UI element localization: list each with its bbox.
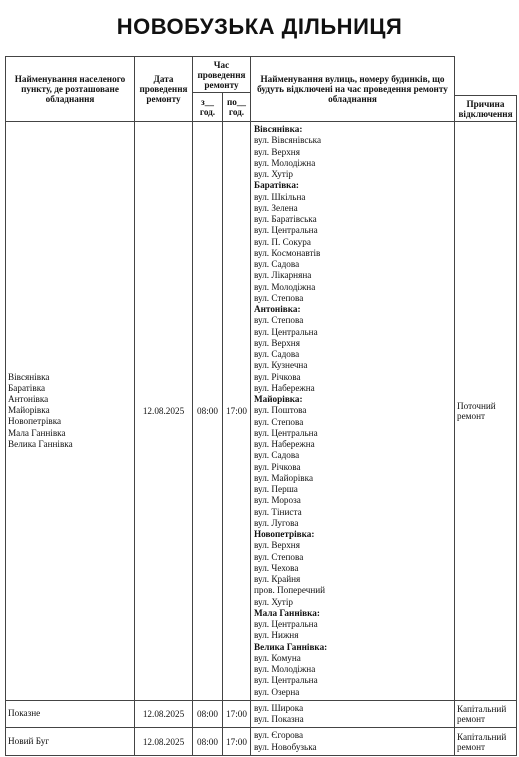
street-item: вул. Єгорова: [254, 730, 304, 741]
streets-cell: [251, 122, 455, 701]
street-item: вул. Верхня: [254, 337, 300, 348]
street-item: вул. Степова: [254, 551, 304, 562]
street-item: вул. Тіниста: [254, 506, 302, 517]
settlement-name: Мала Ганнівка: [8, 427, 66, 438]
street-item: вул. Нижня: [254, 630, 299, 641]
street-item: вул. Чехова: [254, 562, 299, 573]
street-item: вул. Показна: [254, 714, 304, 724]
settlement-name: Новопетрівка: [8, 416, 62, 427]
time-to-cell: 17:00: [223, 728, 251, 756]
outage-table: [5, 56, 517, 756]
header-reason: Причина відключення: [455, 96, 517, 122]
header-date: Дата проведення ремонту: [135, 57, 193, 122]
street-item: вул. Верхня: [254, 540, 300, 551]
street-item: вул. Лікарняна: [254, 270, 312, 281]
settlement-name: Антонівка: [8, 394, 49, 405]
street-item: вул. Хутір: [254, 596, 293, 607]
reason-cell: Поточний ремонт: [455, 122, 517, 701]
date-cell: 12.08.2025: [135, 122, 193, 701]
table-row: [6, 728, 517, 756]
street-item: вул. Садова: [254, 349, 300, 359]
street-item: вул. Широка: [254, 702, 304, 713]
header-blank: [455, 57, 517, 93]
street-item: вул. П. Сокура: [254, 236, 311, 247]
time-to-cell: 17:00: [223, 700, 251, 728]
settlement-name: Вівсянівка: [8, 371, 50, 382]
street-item: вул. Степова: [254, 292, 304, 303]
street-item: вул. Річкова: [254, 461, 301, 472]
page-title: НОВОБУЗЬКА ДІЛЬНИЦЯ: [116, 14, 403, 39]
street-item: вул. Молодіжна: [254, 664, 316, 674]
time-from-cell: 08:00: [193, 122, 223, 701]
header-streets: Найменування вулиць, номеру будинків, що будуть відключені на час проведення ремонту обладнання: [251, 57, 455, 122]
settlement-name: Майорівка: [8, 405, 50, 416]
village-heading: Майорівка:: [254, 394, 303, 404]
header-settlement: Найменування населеного пункту, де розташоване обладнання: [6, 57, 135, 122]
time-from-cell: 08:00: [193, 728, 223, 756]
street-item: вул. Озерна: [254, 686, 300, 697]
streets-cell: [251, 700, 455, 728]
street-item: вул. Кузнечна: [254, 360, 308, 371]
village-heading: Вівсянівка:: [254, 124, 303, 134]
street-item: пров. Поперечний: [254, 585, 326, 596]
village-heading: Велика Ганнівка:: [254, 641, 328, 652]
street-item: вул. Центральна: [254, 427, 318, 438]
village-heading: Мала Ганнівка:: [254, 607, 320, 618]
street-item: вул. Верхня: [254, 146, 300, 157]
village-heading: Баратівка:: [254, 180, 299, 191]
header-to: по__ год.: [223, 93, 251, 122]
settlement-name: Показне: [8, 708, 41, 719]
street-item: вул. Шкільна: [254, 191, 306, 202]
village-heading: Новопетрівка:: [254, 529, 315, 539]
settlement-cell: [6, 700, 135, 728]
street-item: вул. Зелена: [254, 202, 298, 213]
street-item: вул. Степова: [254, 315, 304, 326]
date-cell: 12.08.2025: [135, 728, 193, 756]
street-item: вул. Центральна: [254, 225, 318, 236]
street-item: вул. Молодіжна: [254, 157, 316, 168]
street-item: вул. Хутір: [254, 169, 293, 179]
village-heading: Антонівка:: [254, 304, 301, 314]
street-item: вул. Лугова: [254, 517, 299, 528]
street-item: вул. Баратівська: [254, 214, 317, 224]
street-item: вул. Центральна: [254, 619, 318, 629]
settlement-cell: [6, 122, 135, 701]
header-time: Час проведення ремонту: [193, 57, 251, 93]
reason-cell: Капітальний ремонт: [455, 728, 517, 756]
settlement-name: Новий Буг: [8, 735, 50, 746]
table-row: [6, 122, 517, 701]
street-item: вул. Вівсянівська: [254, 135, 322, 146]
street-item: вул. Садова: [254, 450, 300, 461]
street-item: вул. Поштова: [254, 405, 307, 416]
street-item: вул. Центральна: [254, 326, 318, 337]
settlement-name: Велика Ганнівка: [8, 438, 73, 449]
time-from-cell: 08:00: [193, 700, 223, 728]
street-item: вул. Новобузька: [254, 741, 317, 752]
street-item: вул. Центральна: [254, 675, 318, 686]
settlement-name: Баратівка: [8, 382, 46, 393]
street-item: вул. Майорівка: [254, 472, 314, 483]
street-item: вул. Крайня: [254, 574, 301, 584]
street-item: вул. Комуна: [254, 652, 301, 663]
reason-cell: Капітальний ремонт: [455, 700, 517, 728]
street-item: вул. Набережна: [254, 382, 315, 393]
street-item: вул. Молодіжна: [254, 281, 316, 292]
street-item: вул. Степова: [254, 416, 304, 427]
table-body: [6, 122, 517, 756]
street-item: вул. Річкова: [254, 371, 301, 382]
header-from: з__ год.: [193, 93, 223, 122]
settlement-cell: [6, 728, 135, 756]
street-item: вул. Набережна: [254, 439, 315, 449]
street-item: вул. Космонавтів: [254, 247, 321, 258]
street-item: вул. Мороза: [254, 495, 301, 506]
streets-cell: [251, 728, 455, 756]
street-item: вул. Перша: [254, 484, 298, 494]
table-row: [6, 700, 517, 728]
date-cell: 12.08.2025: [135, 700, 193, 728]
street-item: вул. Садова: [254, 259, 300, 269]
time-to-cell: 17:00: [223, 122, 251, 701]
